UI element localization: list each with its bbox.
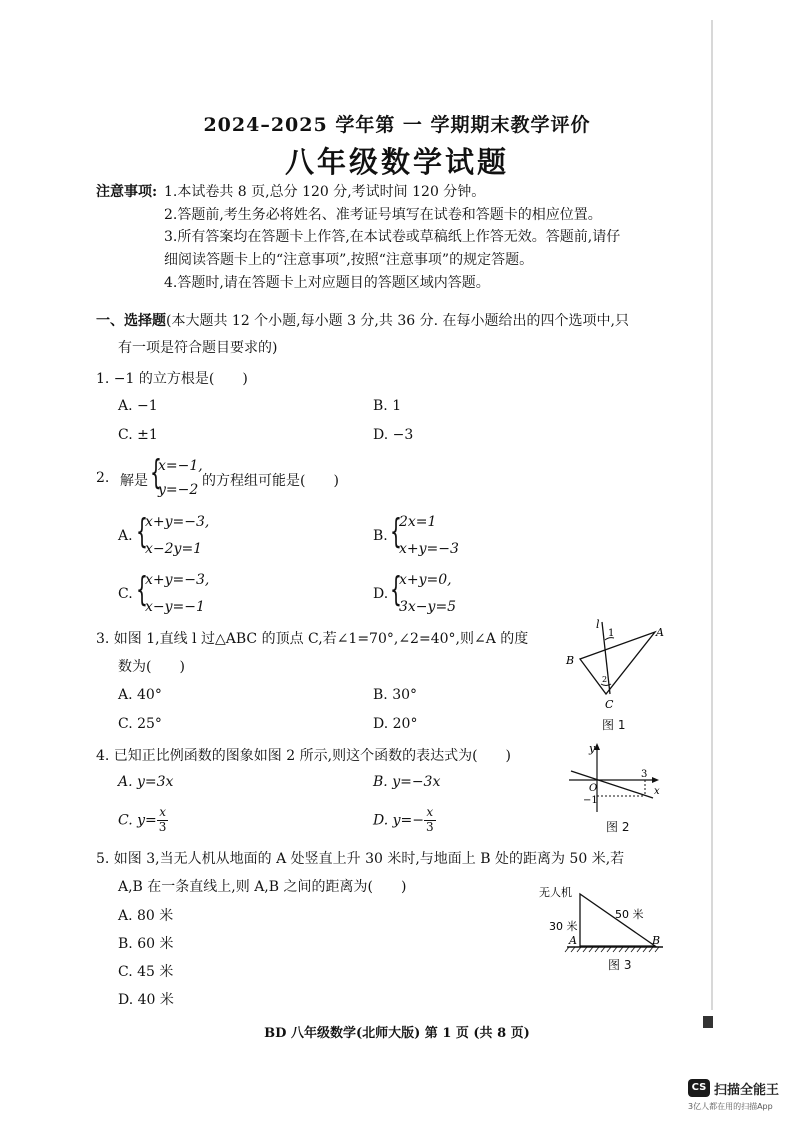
label-y: y [589, 742, 596, 755]
exam-title: 八年级数学试题 [284, 145, 509, 179]
note-1: 1.本试卷共 8 页,总分 120 分,考试时间 120 分钟。 [164, 184, 486, 200]
q3-stem-a: 3. 如图 1,直线 l 过△ABC 的顶点 C,若∠1=70°,∠2=40°,则∠A 的度 [96, 631, 529, 647]
q4-option-d-pre: D. y=− [373, 812, 424, 829]
q5-option-c: C. 45 米 [118, 964, 174, 980]
q2-option-c-line1: x+y=−3, [145, 572, 210, 588]
q2-number: 2. [96, 470, 110, 486]
q5-option-a: A. 80 米 [118, 908, 174, 924]
q3-option-a: A. 40° [118, 687, 162, 703]
ground-hatching [565, 947, 659, 952]
q4-option-d [373, 806, 436, 835]
q2-option-a-brace: { [136, 512, 148, 552]
q1-option-b: B. 1 [373, 398, 402, 414]
label-angle-2: 2 [602, 675, 608, 684]
q2-option-d-label: D. [373, 586, 389, 602]
q2-option-b-line2: x+y=−3 [399, 541, 459, 557]
label-30m: 30 米 [549, 920, 578, 933]
scanner-tagline: 3亿人都在用的扫描App [688, 1102, 773, 1111]
note-3a: 3.所有答案均在答题卡上作答,在本试卷或草稿纸上作答无效。答题前,请仔 [164, 229, 621, 245]
q2-sys-line2: y=−2 [158, 482, 199, 498]
q2-option-a-label: A. [118, 528, 133, 544]
q1-option-d: D. −3 [373, 427, 414, 443]
q4-option-c-pre: C. y= [118, 812, 157, 829]
label-origin: O [589, 783, 598, 794]
q3-option-c: C. 25° [118, 716, 162, 732]
label-3: 3 [641, 769, 648, 780]
q5-stem-a: 5. 如图 3,当无人机从地面的 A 处竖直上升 30 米时,与地面上 B 处的距离为 50 米,若 [96, 851, 625, 867]
q2-option-b-label: B. [373, 528, 388, 544]
q1-option-a: A. −1 [118, 398, 158, 414]
note-4: 4.答题时,请在答题卡上对应题目的答题区域内答题。 [164, 275, 490, 291]
q4-c-numerator: x [157, 806, 169, 821]
q4-d-denominator: 3 [426, 819, 434, 834]
term-title: 2024–2025 学年第 一 学期期末教学评价 [203, 114, 591, 136]
q4-c-denominator: 3 [158, 819, 167, 834]
label-angle-1: 1 [608, 628, 615, 639]
scanner-app-name: 扫描全能王 [714, 1083, 780, 1098]
q2-option-d-brace: { [390, 570, 402, 610]
q1-stem: 1. −1 的立方根是( ) [96, 371, 248, 387]
page-footer: BD 八年级数学(北师大版) 第 1 页 (共 8 页) [264, 1026, 530, 1041]
figure-3-caption: 图 3 [608, 958, 632, 972]
q4-stem: 4. 已知正比例函数的图象如图 2 所示,则这个函数的表达式为( ) [96, 748, 511, 764]
label-minus-1: −1 [583, 795, 598, 806]
q2-option-b-brace: { [390, 512, 402, 552]
q2-option-c-line2: x−y=−1 [145, 599, 205, 615]
q2-option-c-label: C. [118, 586, 133, 602]
x-axis-arrow [652, 777, 659, 783]
label-C: C [605, 698, 614, 711]
q3-stem-b: 数为( ) [118, 659, 185, 675]
notes-label: 注意事项: [96, 184, 158, 200]
q2-sys-line1: x=−1, [158, 458, 203, 474]
q4-option-c-fraction [157, 806, 169, 835]
q2-post: 的方程组可能是( ) [202, 473, 339, 489]
label-50m: 50 米 [615, 908, 644, 921]
note-3b: 细阅读答题卡上的“注意事项”,按照“注意事项”的规定答题。 [164, 252, 534, 268]
q1-option-c: C. ±1 [118, 427, 158, 443]
figure-1-caption: 图 1 [602, 718, 626, 732]
note-2: 2.答题前,考生务必将姓名、准考证号填写在试卷和答题卡的相应位置。 [164, 207, 602, 223]
q4-d-numerator: x [424, 806, 436, 821]
label-drone: 无人机 [539, 886, 572, 899]
q3-option-b: B. 30° [373, 687, 418, 703]
q2-option-d-line2: 3x−y=5 [399, 599, 457, 615]
figure-2-caption: 图 2 [606, 820, 630, 834]
scanner-logo-icon: CS [688, 1079, 710, 1097]
figure-2-graph [565, 740, 665, 820]
label-l: l [596, 618, 600, 631]
figure-3-drone [535, 882, 675, 962]
q2-brace: { [150, 453, 162, 493]
q4-option-a: A. y=3x [118, 774, 174, 790]
page-edge-shadow [711, 20, 713, 1010]
label-B: B [566, 654, 575, 667]
section-title: 一、选择题 [96, 313, 166, 329]
q5-stem-b: A,B 在一条直线上,则 A,B 之间的距离为( ) [118, 879, 407, 895]
q4-option-d-fraction [424, 806, 436, 835]
label-B: B [652, 934, 661, 947]
q3-option-d: D. 20° [373, 716, 418, 732]
q2-option-c-brace: { [136, 570, 148, 610]
section-desc-b: 有一项是符合题目要求的) [118, 340, 278, 356]
q5-option-d: D. 40 米 [118, 992, 174, 1008]
q2-option-b-line1: 2x=1 [399, 514, 437, 530]
q4-option-c [118, 806, 168, 835]
q5-option-b: B. 60 米 [118, 936, 174, 952]
q2-pre: 解是 [120, 473, 148, 489]
q2-option-a-line1: x+y=−3, [145, 514, 210, 530]
q2-option-d-line1: x+y=0, [399, 572, 452, 588]
triangle-abc [580, 632, 655, 694]
q2-option-a-line2: x−2y=1 [145, 541, 203, 557]
label-A: A [656, 626, 664, 639]
section-desc-a: (本大题共 12 个小题,每小题 3 分,共 36 分. 在每小题给出的四个选项中,只 [166, 313, 629, 329]
section-heading [96, 310, 629, 330]
q4-option-b: B. y=−3x [373, 774, 441, 790]
label-x: x [654, 786, 660, 797]
label-A: A [569, 934, 577, 947]
registration-mark [703, 1016, 713, 1028]
